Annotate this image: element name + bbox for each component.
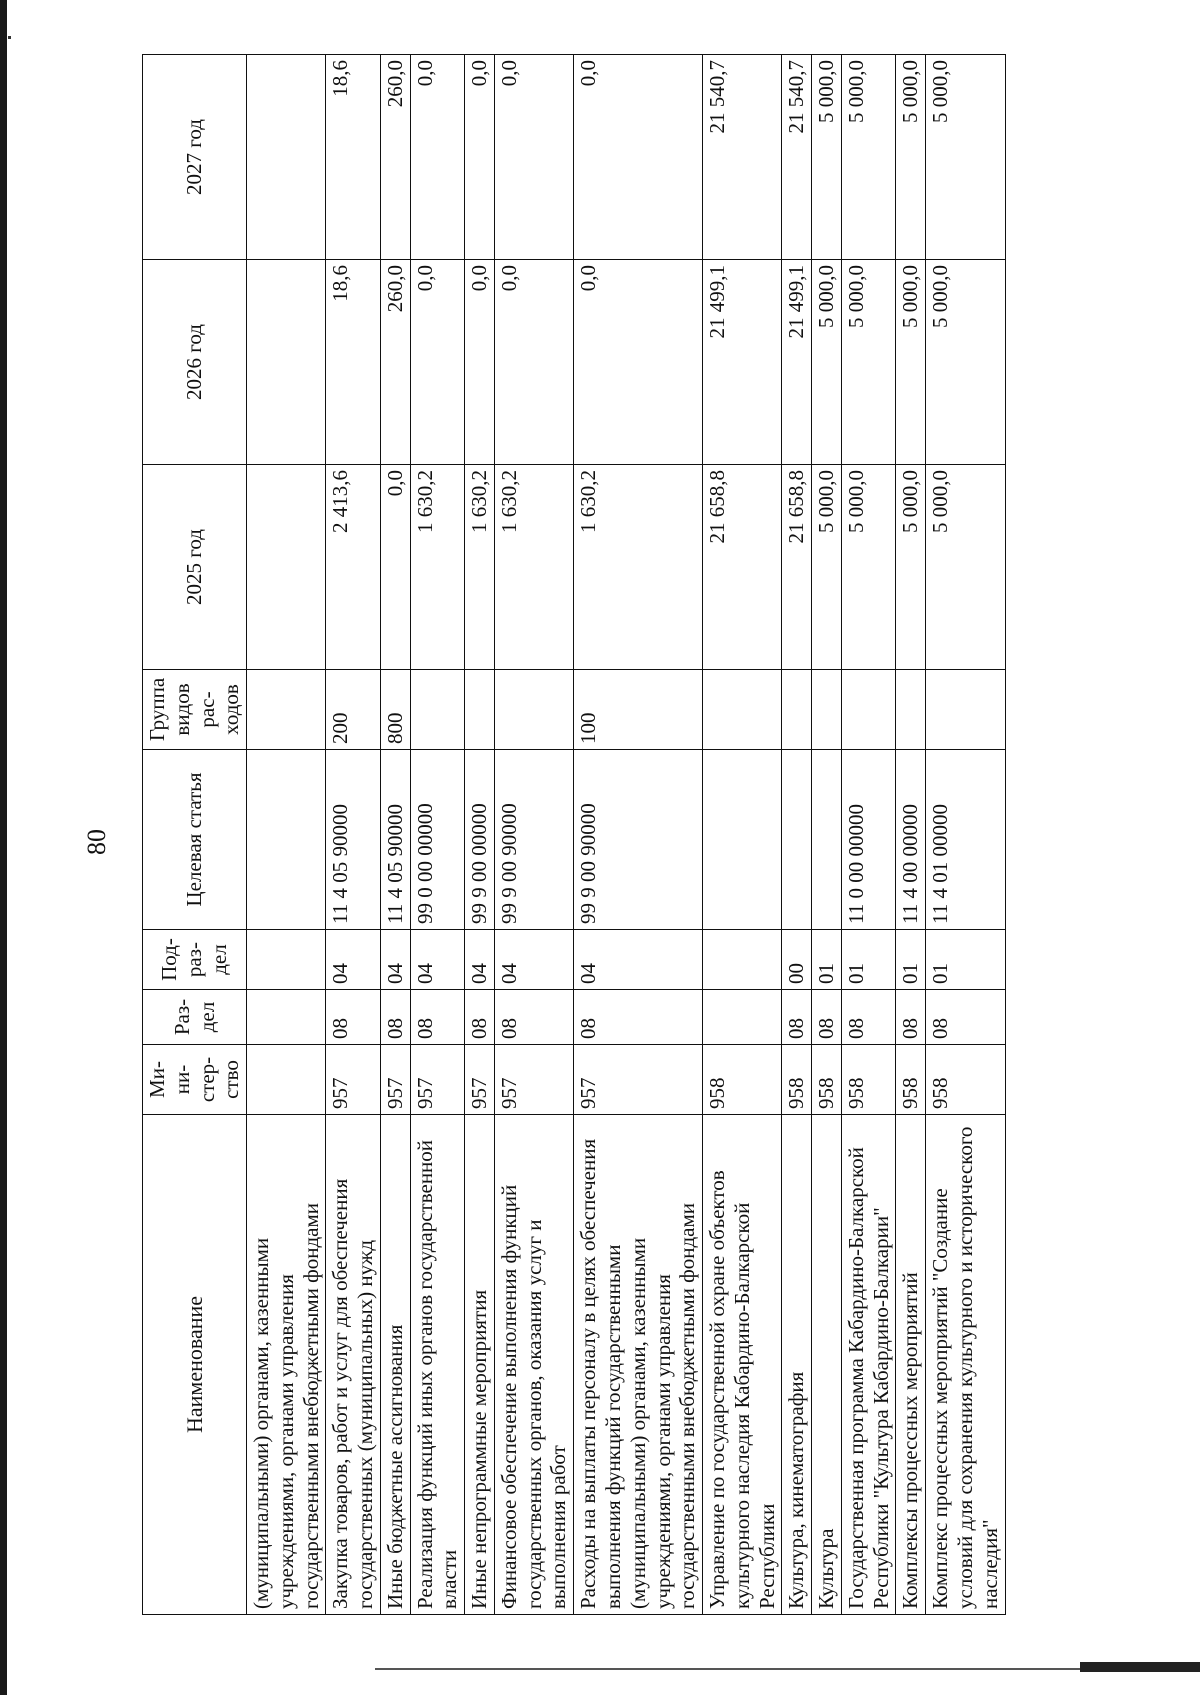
cell-ministry: 958 <box>703 1045 782 1115</box>
cell-target: 99 9 00 00000 <box>465 750 495 930</box>
cell-group <box>703 670 782 750</box>
header-section: Раз- дел <box>143 990 247 1045</box>
cell-ministry: 958 <box>926 1045 1005 1115</box>
table-row <box>247 55 326 1615</box>
cell-subsection <box>247 930 326 990</box>
cell-name: Иные бюджетные ассигнования <box>380 1115 410 1615</box>
cell-2025: 1 630,2 <box>410 465 465 670</box>
cell-subsection <box>703 930 782 990</box>
cell-subsection: 04 <box>494 930 573 990</box>
cell-section: 08 <box>926 990 1005 1045</box>
cell-target: 99 9 00 90000 <box>574 750 703 930</box>
cell-section: 08 <box>896 990 926 1045</box>
cell-target: 99 9 00 90000 <box>494 750 573 930</box>
table-row <box>782 55 812 1615</box>
header-target: Целевая статья <box>143 750 247 930</box>
table-row <box>812 55 842 1615</box>
table-row <box>410 55 465 1615</box>
cell-section: 08 <box>494 990 573 1045</box>
cell-section <box>703 990 782 1045</box>
cell-2025: 21 658,8 <box>703 465 782 670</box>
cell-name: Комплекс процессных мероприятий "Создание условий для сохранения культурного и исторического наследия" <box>926 1115 1005 1615</box>
cell-2027: 21 540,7 <box>782 55 812 260</box>
cell-group: 100 <box>574 670 703 750</box>
header-subsection: Под- раз- дел <box>143 930 247 990</box>
cell-group: 800 <box>380 670 410 750</box>
cell-subsection: 04 <box>410 930 465 990</box>
cell-2026: 5 000,0 <box>841 260 896 465</box>
cell-2026: 21 499,1 <box>703 260 782 465</box>
cell-target: 99 0 00 00000 <box>410 750 465 930</box>
cell-2025 <box>247 465 326 670</box>
cell-2027: 260,0 <box>380 55 410 260</box>
cell-subsection: 01 <box>841 930 896 990</box>
cell-name: (муниципальными) органами, казенными учреждениями, органами управления государственными внебюджетными фондами <box>247 1115 326 1615</box>
header-2027: 2027 год <box>143 55 247 260</box>
cell-2025: 5 000,0 <box>812 465 842 670</box>
cell-target <box>782 750 812 930</box>
cell-name: Государственная программа Кабардино-Балкарской Республики "Культура Кабардино-Балкарии" <box>841 1115 896 1615</box>
header-2026: 2026 год <box>143 260 247 465</box>
cell-2025: 1 630,2 <box>494 465 573 670</box>
cell-subsection: 04 <box>465 930 495 990</box>
cell-name: Культура, кинематография <box>782 1115 812 1615</box>
cell-ministry: 957 <box>410 1045 465 1115</box>
budget-table <box>142 54 1006 1615</box>
cell-2026: 0,0 <box>494 260 573 465</box>
cell-target: 11 0 00 00000 <box>841 750 896 930</box>
table-row <box>703 55 782 1615</box>
cell-subsection: 04 <box>574 930 703 990</box>
cell-name: Иные непрограммные мероприятия <box>465 1115 495 1615</box>
cell-section <box>247 990 326 1045</box>
cell-section: 08 <box>574 990 703 1045</box>
cell-2027: 21 540,7 <box>703 55 782 260</box>
cell-section: 08 <box>841 990 896 1045</box>
cell-ministry <box>247 1045 326 1115</box>
table-row <box>926 55 1005 1615</box>
cell-2026: 5 000,0 <box>896 260 926 465</box>
cell-section: 08 <box>812 990 842 1045</box>
cell-name: Управление по государственной охране объектов культурного наследия Кабардино-Балкарской Республики <box>703 1115 782 1615</box>
table-row <box>380 55 410 1615</box>
cell-subsection: 01 <box>896 930 926 990</box>
cell-2025: 5 000,0 <box>926 465 1005 670</box>
cell-2025: 5 000,0 <box>896 465 926 670</box>
cell-2025: 21 658,8 <box>782 465 812 670</box>
cell-target: 11 4 05 90000 <box>326 750 381 930</box>
cell-group <box>896 670 926 750</box>
cell-2026: 21 499,1 <box>782 260 812 465</box>
header-ministry: Ми- ни- стер- ство <box>143 1045 247 1115</box>
cell-2027: 0,0 <box>494 55 573 260</box>
cell-ministry: 957 <box>494 1045 573 1115</box>
cell-group <box>494 670 573 750</box>
cell-name: Финансовое обеспечение выполнения функций государственных органов, оказания услуг и выполнения работ <box>494 1115 573 1615</box>
cell-subsection: 04 <box>326 930 381 990</box>
cell-2027: 5 000,0 <box>896 55 926 260</box>
cell-group <box>247 670 326 750</box>
cell-group <box>410 670 465 750</box>
table-row <box>465 55 495 1615</box>
cell-ministry: 957 <box>380 1045 410 1115</box>
cell-subsection: 01 <box>812 930 842 990</box>
cell-ministry: 958 <box>812 1045 842 1115</box>
cell-name: Реализация функций иных органов государственной власти <box>410 1115 465 1615</box>
table-row <box>896 55 926 1615</box>
cell-ministry: 957 <box>465 1045 495 1115</box>
cell-2027: 5 000,0 <box>926 55 1005 260</box>
cell-2027: 0,0 <box>465 55 495 260</box>
cell-name: Комплексы процессных мероприятий <box>896 1115 926 1615</box>
cell-ministry: 958 <box>841 1045 896 1115</box>
cell-2025: 2 413,6 <box>326 465 381 670</box>
cell-section: 08 <box>380 990 410 1045</box>
cell-target <box>812 750 842 930</box>
cell-2025: 5 000,0 <box>841 465 896 670</box>
cell-target <box>703 750 782 930</box>
cell-group <box>841 670 896 750</box>
cell-subsection: 00 <box>782 930 812 990</box>
cell-2026: 18,6 <box>326 260 381 465</box>
cell-section: 08 <box>326 990 381 1045</box>
cell-2027 <box>247 55 326 260</box>
cell-group <box>812 670 842 750</box>
cell-name: Культура <box>812 1115 842 1615</box>
table-row <box>326 55 381 1615</box>
cell-target: 11 4 05 90000 <box>380 750 410 930</box>
cell-section: 08 <box>465 990 495 1045</box>
cell-group <box>782 670 812 750</box>
cell-2025: 0,0 <box>380 465 410 670</box>
cell-group <box>926 670 1005 750</box>
cell-2026: 5 000,0 <box>926 260 1005 465</box>
cell-2026: 5 000,0 <box>812 260 842 465</box>
cell-name: Закупка товаров, работ и услуг для обеспечения государственных (муниципальных) нужд <box>326 1115 381 1615</box>
cell-2026 <box>247 260 326 465</box>
cell-ministry: 957 <box>574 1045 703 1115</box>
cell-section: 08 <box>410 990 465 1045</box>
cell-ministry: 957 <box>326 1045 381 1115</box>
header-group: Группа видов рас- ходов <box>143 670 247 750</box>
page-number: 80 <box>82 829 111 855</box>
cell-2026: 0,0 <box>574 260 703 465</box>
table-row <box>574 55 703 1615</box>
cell-2027: 5 000,0 <box>812 55 842 260</box>
cell-2027: 5 000,0 <box>841 55 896 260</box>
cell-name: Расходы на выплаты персоналу в целях обеспечения выполнения функций государственными (муниципальными) органами, казенными учреждениями, органами управления государственными внебюджетными фондами <box>574 1115 703 1615</box>
cell-2027: 18,6 <box>326 55 381 260</box>
cell-target: 11 4 00 00000 <box>896 750 926 930</box>
header-name: Наименование <box>143 1115 247 1615</box>
cell-ministry: 958 <box>782 1045 812 1115</box>
cell-2026: 0,0 <box>410 260 465 465</box>
cell-target: 11 4 01 00000 <box>926 750 1005 930</box>
cell-target <box>247 750 326 930</box>
cell-ministry: 958 <box>896 1045 926 1115</box>
cell-2026: 0,0 <box>465 260 495 465</box>
table-row <box>494 55 573 1615</box>
table-header-row <box>143 55 247 1615</box>
cell-2025: 1 630,2 <box>465 465 495 670</box>
cell-2026: 260,0 <box>380 260 410 465</box>
cell-group <box>465 670 495 750</box>
table-row <box>841 55 896 1615</box>
cell-section: 08 <box>782 990 812 1045</box>
cell-2025: 1 630,2 <box>574 465 703 670</box>
header-2025: 2025 год <box>143 465 247 670</box>
cell-subsection: 04 <box>380 930 410 990</box>
cell-subsection: 01 <box>926 930 1005 990</box>
cell-group: 200 <box>326 670 381 750</box>
cell-2027: 0,0 <box>574 55 703 260</box>
cell-2027: 0,0 <box>410 55 465 260</box>
